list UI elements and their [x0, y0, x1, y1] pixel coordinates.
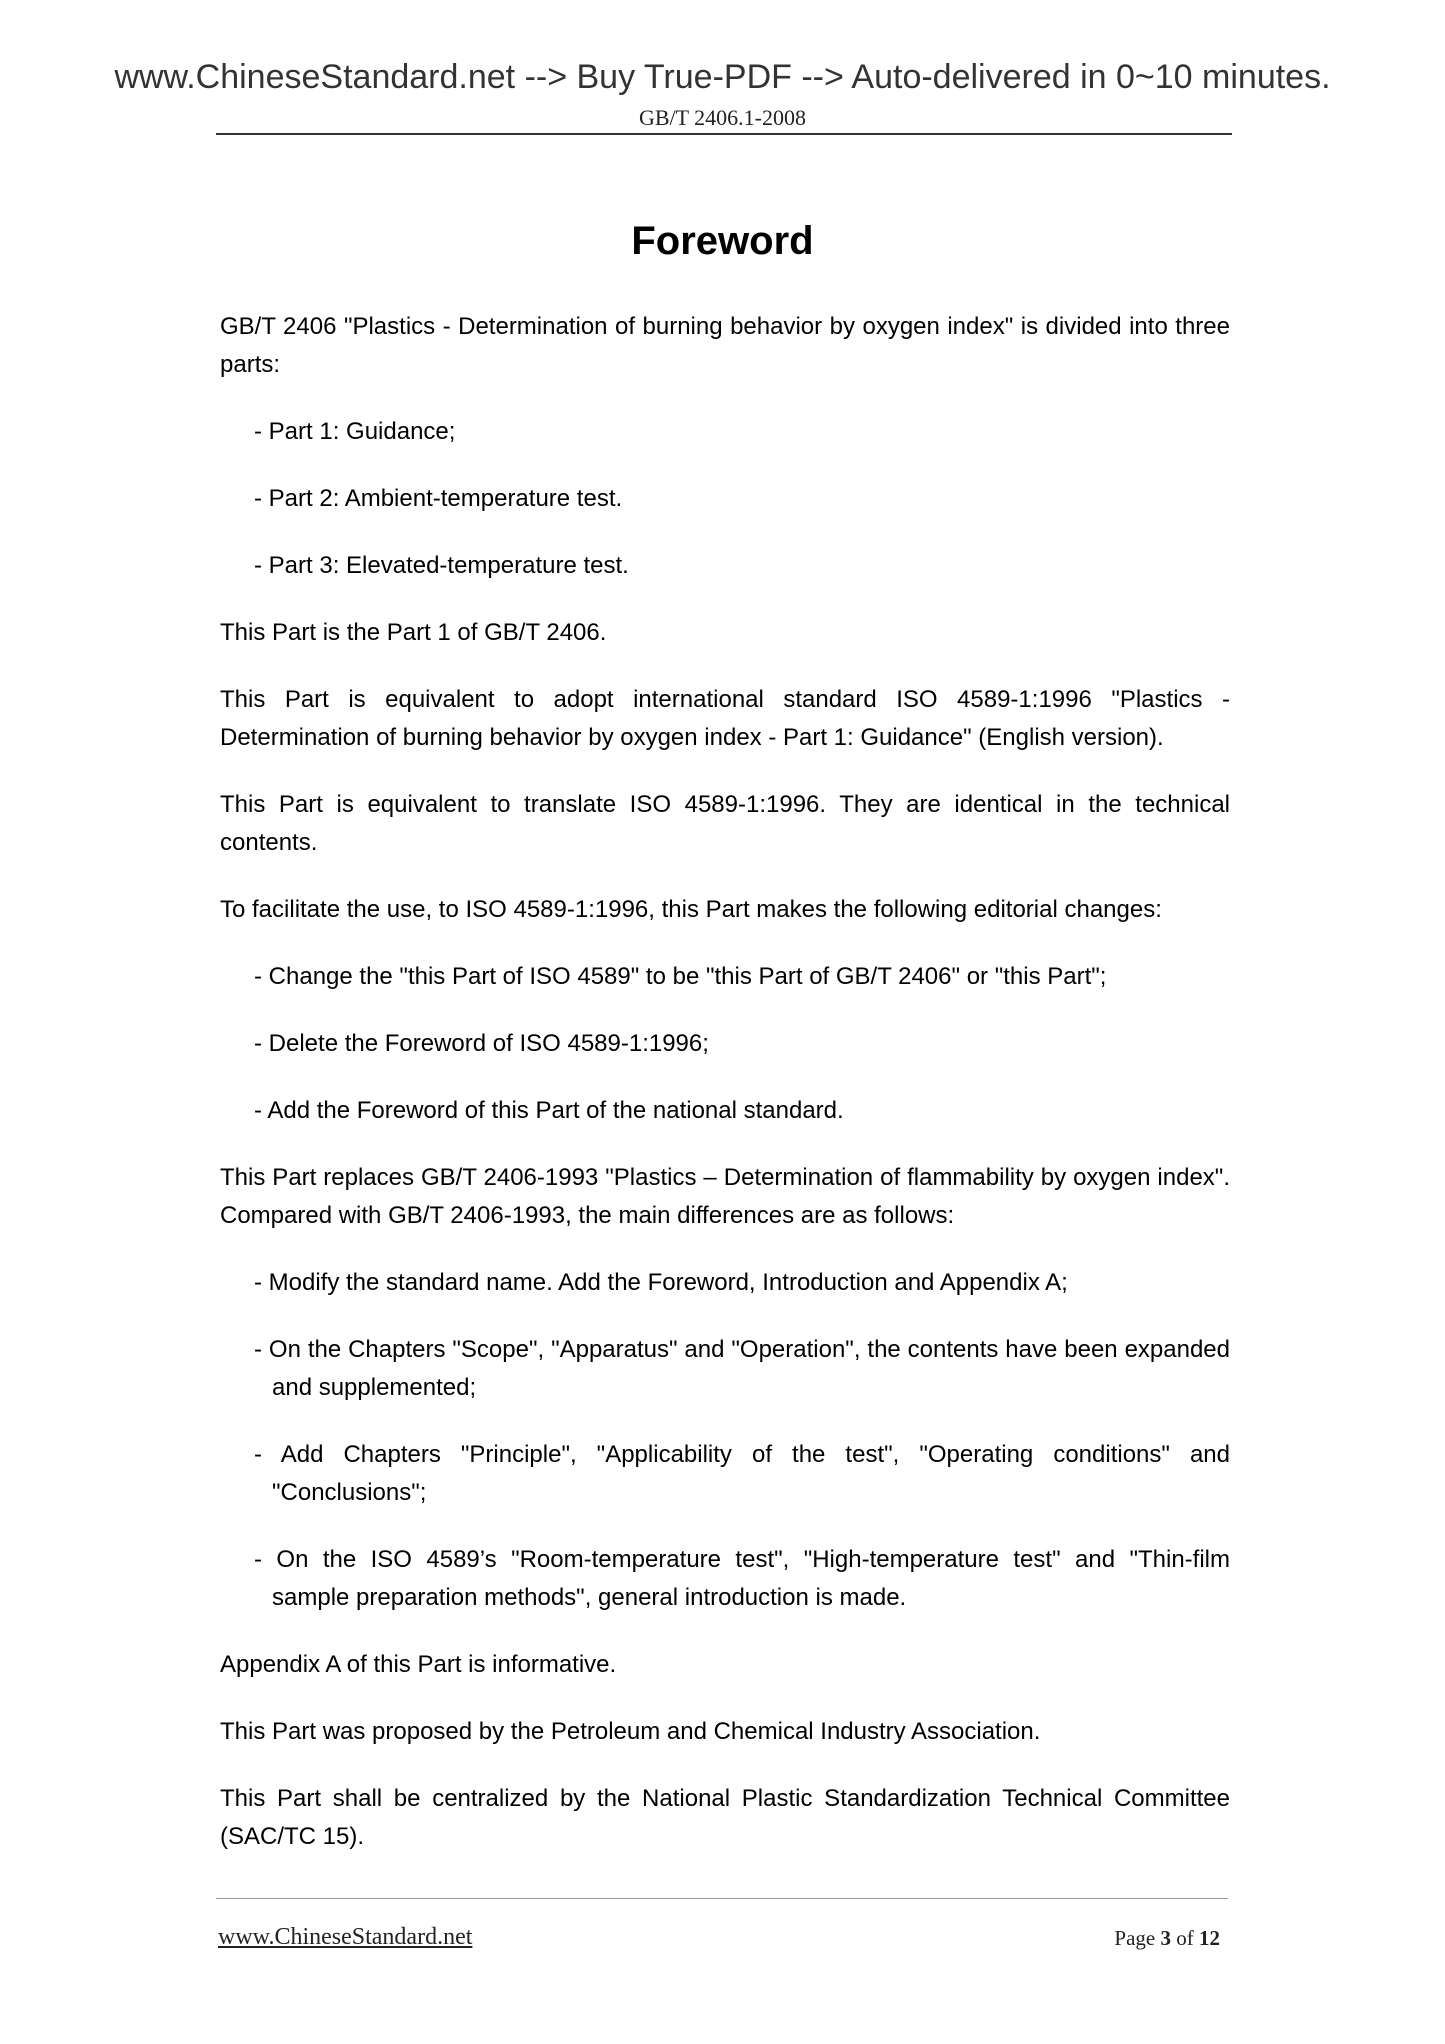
footer-divider: [216, 1898, 1228, 1899]
paragraph: This Part was proposed by the Petroleum and Chemical Industry Association.: [220, 1718, 1041, 1745]
paragraph: This Part is equivalent to translate ISO 4589-1:1996. They are identical in the technical contents.: [220, 791, 1230, 856]
page-title: Foreword: [631, 219, 814, 263]
list-item: - On the Chapters "Scope", "Apparatus" and "Operation", the contents have been expanded and supplemented;: [254, 1336, 1230, 1401]
top-banner-link[interactable]: www.ChineseStandard.net --> Buy True-PDF --> Auto-delivered in 0~10 minutes.: [114, 58, 1331, 96]
list-item: - On the ISO 4589’s "Room-temperature test", "High-temperature test" and "Thin-film sample preparation methods", general introduction is made.: [254, 1546, 1230, 1611]
page-current: 3: [1160, 1926, 1171, 1950]
list-item: - Delete the Foreword of ISO 4589-1:1996;: [254, 1030, 709, 1057]
list-item: - Part 3: Elevated-temperature test.: [254, 552, 629, 579]
paragraph: This Part is equivalent to adopt international standard ISO 4589-1:1996 "Plastics - Determination of burning behavior by oxygen index - Part 1: Guidance" (English version).: [220, 686, 1230, 751]
page-total: 12: [1199, 1926, 1220, 1950]
list-item: - Add Chapters "Principle", "Applicability of the test", "Operating conditions" and "Conclusions";: [254, 1441, 1230, 1506]
paragraph: This Part is the Part 1 of GB/T 2406.: [220, 619, 607, 646]
list-item: - Change the "this Part of ISO 4589" to be "this Part of GB/T 2406" or "this Part";: [254, 963, 1107, 990]
list-item: - Part 1: Guidance;: [254, 418, 456, 445]
list-item: - Add the Foreword of this Part of the national standard.: [254, 1097, 844, 1124]
paragraph: GB/T 2406 "Plastics - Determination of burning behavior by oxygen index" is divided into three parts:: [220, 313, 1230, 378]
paragraph: This Part shall be centralized by the National Plastic Standardization Technical Committee (SAC/TC 15).: [220, 1785, 1230, 1850]
paragraph: To facilitate the use, to ISO 4589-1:1996, this Part makes the following editorial changes:: [220, 896, 1162, 923]
page-number: [1114, 1924, 1220, 1952]
list-item: - Modify the standard name. Add the Foreword, Introduction and Appendix A;: [254, 1269, 1068, 1296]
paragraph: Appendix A of this Part is informative.: [220, 1651, 617, 1678]
header-divider: [216, 133, 1232, 135]
list-item: - Part 2: Ambient-temperature test.: [254, 485, 623, 512]
foreword-body: [220, 308, 1230, 1885]
paragraph: This Part replaces GB/T 2406-1993 "Plastics – Determination of flammability by oxygen index". Compared with GB/T 2406-1993, the main differences are as follows:: [220, 1164, 1230, 1229]
page-of: of: [1176, 1926, 1194, 1950]
footer-website-link[interactable]: www.ChineseStandard.net: [218, 1924, 473, 1950]
document-id: GB/T 2406.1-2008: [638, 105, 807, 130]
page-prefix: Page: [1114, 1926, 1156, 1950]
